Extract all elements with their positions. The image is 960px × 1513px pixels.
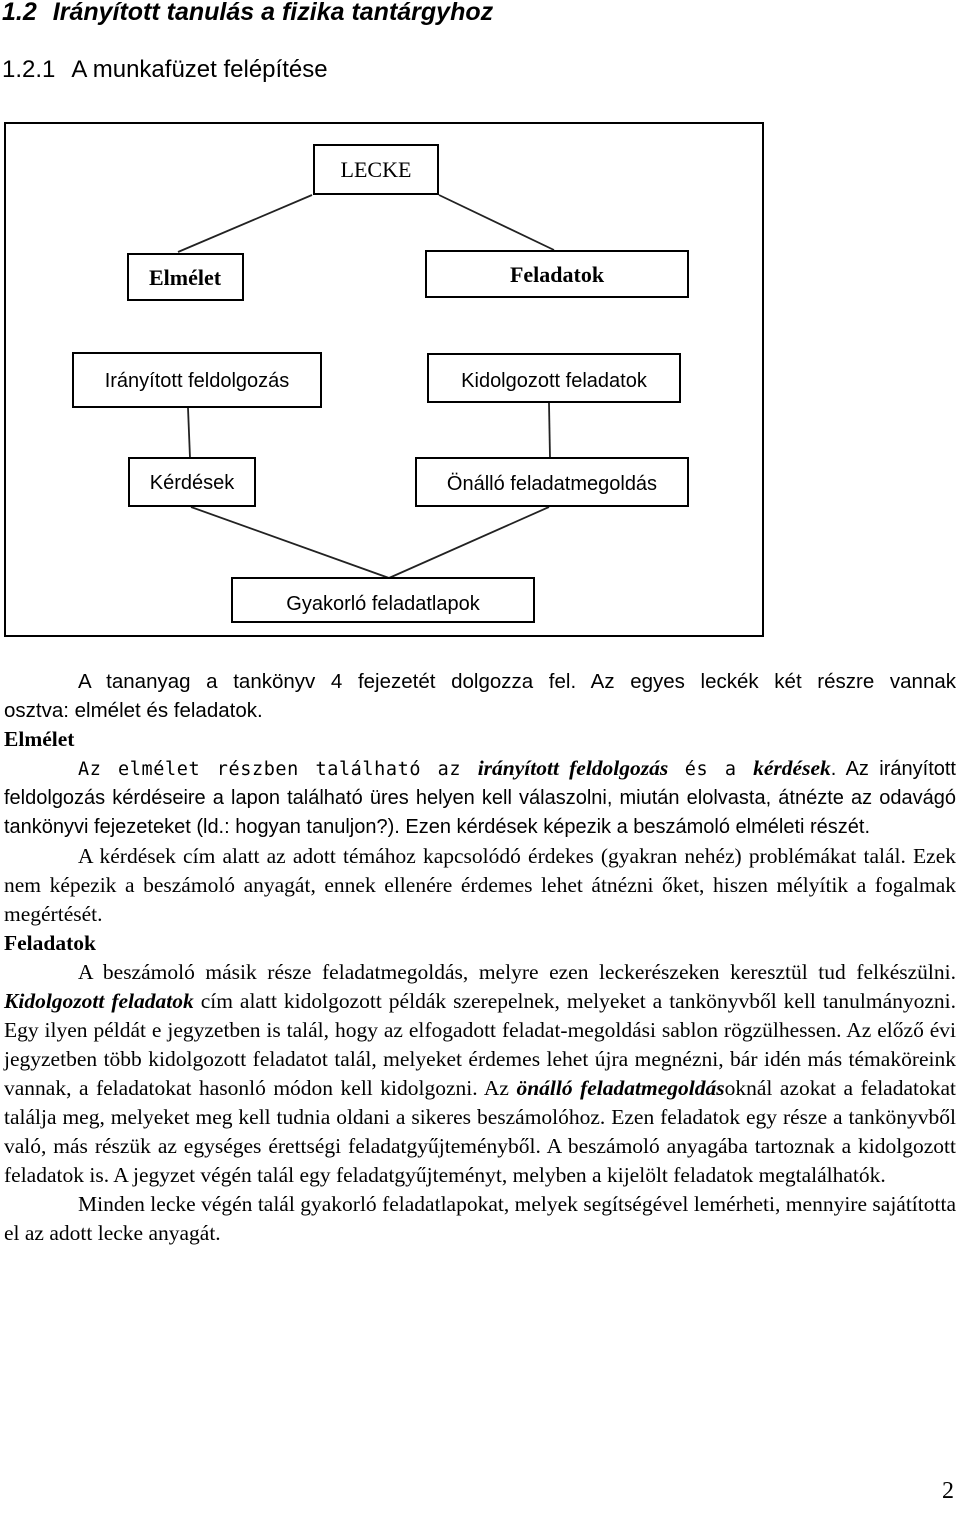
section-number: 1.2 bbox=[2, 0, 37, 26]
paragraph-elmelet: Az elmélet részben található az irányított feldolgozás és a kérdések. Az irányított feldolgozás kérdéseire a lapon található üres helyen kell válaszolni, miután elolvasta, átnézte az odavágó tankönyvi fejezeteket (ld.: hogyan tanuljon?). Ezen kérdések képezik a beszámoló elméleti részét. bbox=[4, 756, 956, 838]
em-kerdesek: kérdések bbox=[753, 756, 831, 780]
em-kidolgozott: Kidolgozott feladatok bbox=[4, 989, 194, 1013]
subheading-elmelet: Elmélet bbox=[4, 727, 75, 751]
paragraph-gyakorlo: Minden lecke végén talál gyakorló feladatlapokat, melyek segítségével lemérheti, mennyire sajátította el az adott lecke anyagát. bbox=[4, 1192, 956, 1245]
label-feladatok: Feladatok bbox=[509, 262, 605, 287]
section-title: Irányított tanulás a fizika tantárgyhoz bbox=[52, 0, 494, 26]
label-lecke: LECKE bbox=[340, 157, 412, 182]
body-text bbox=[4, 667, 956, 1248]
subheading-feladatok: Feladatok bbox=[4, 931, 96, 955]
paragraph-kerdesek: A kérdések cím alatt az adott témához kapcsolódó érdekes (gyakran nehéz) problémákat talál. Ezek nem képezik a beszámoló anyagát, ennek ellenére érdemes lehet átnézni őket, hiszen mélyítik a fogalmak megértését. bbox=[4, 844, 956, 926]
label-onallo: Önálló feladatmegoldás bbox=[446, 473, 658, 495]
intro-line-2: osztva: elmélet és feladatok. bbox=[4, 699, 263, 722]
em-onallo: önálló feladatmegoldás bbox=[516, 1076, 725, 1100]
subsection-title: A munkafüzet felépítése bbox=[71, 56, 328, 83]
subsection-number: 1.2.1 bbox=[2, 56, 56, 83]
em-iranyitott: irányított feldolgozás bbox=[477, 756, 669, 780]
label-kerdesek: Kérdések bbox=[149, 472, 235, 494]
paragraph-feladatok: A beszámoló másik része feladatmegoldás, melyre ezen leckerészeken keresztül tud felkészülni. Kidolgozott feladatok cím alatt kidolgozott példák szerepelnek, melyeket a tankönyvből kell tanulmányozni. Egy ilyen példát e jegyzetben is talál, hogy az elfogadott feladat-megoldási sablon rögzülhessen. Az előző évi jegyzetben több kidolgozott feladatot talál, melyeket érdemes lehet újra megnézni, bár idén más témaköreink vannak, a feladatokat hasonló módon kell kidolgozni. Az önálló feladatmegoldásoknál azokat a feladatokat találja meg, melyeket meg kell tudnia oldani a sikeres beszámolóhoz. Ezen feladatok egy része a tankönyvből való, más részük az egységes érettségi feladatgyűjteményből. A beszámoló anyagába tartoznak a kidolgozott feladatok is. A jegyzet végén talál egy feladatgyűjteményt, melyben a kijelölt feladatok megtalálhatók. bbox=[4, 960, 957, 1187]
label-gyakorlo: Gyakorló feladatlapok bbox=[286, 593, 480, 615]
label-kidolgozott: Kidolgozott feladatok bbox=[461, 370, 647, 392]
structure-diagram bbox=[0, 0, 960, 660]
label-elmelet: Elmélet bbox=[148, 265, 222, 290]
intro-line-1: A tananyag a tankönyv 4 fejezetét dolgozza fel. Az egyes leckék két részre vannak bbox=[78, 670, 956, 693]
label-iranyitott: Irányított feldolgozás bbox=[104, 370, 290, 392]
page-number: 2 bbox=[942, 1478, 954, 1504]
